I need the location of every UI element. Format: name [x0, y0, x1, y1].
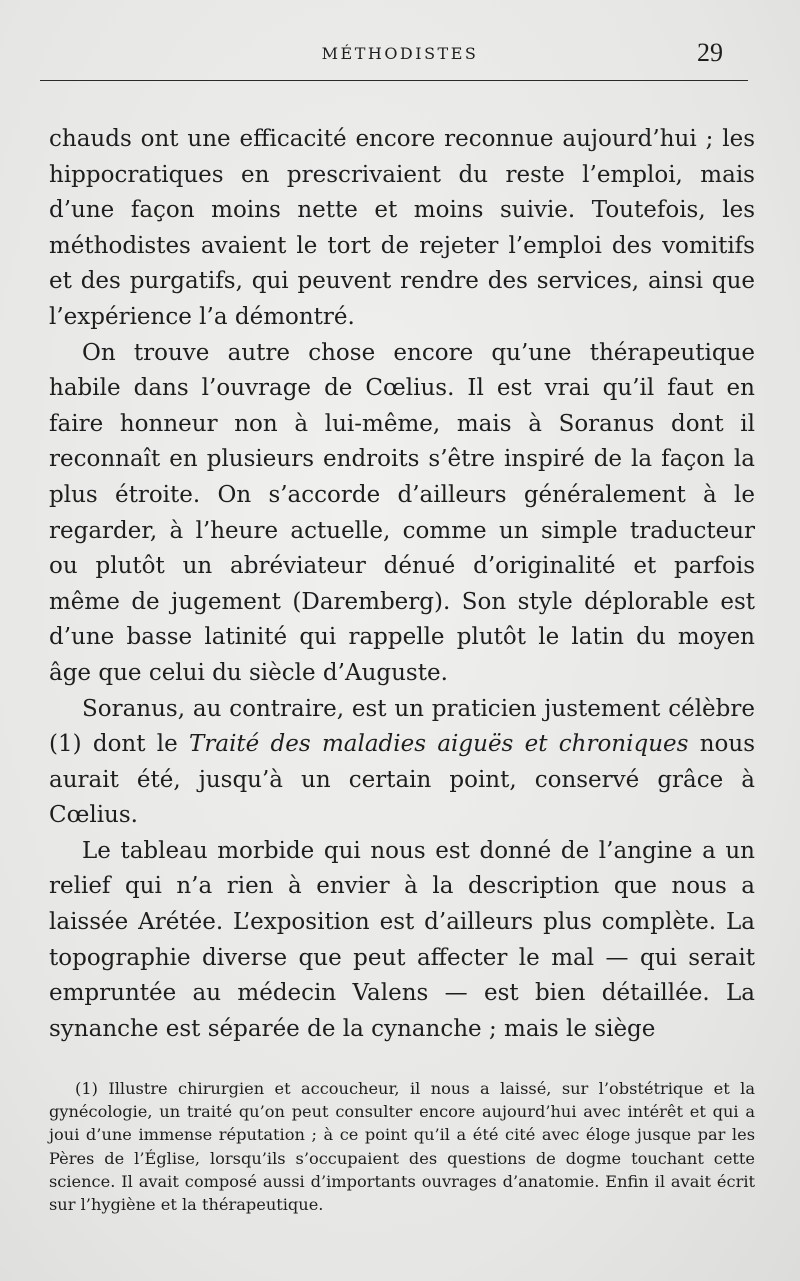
footnote-1: (1) Illustre chirurgien et accoucheur, il nous a laissé, sur l’obstétrique et la gynécologie, un traité qu’on peut consulter encore aujourd’hui avec intérêt et qui a joui d’une immense réputation ; à ce point qu’il a été cité avec éloge jusque par les Pères de l’Église, lorsqu’ils s’occupaient des questions de dogme touchant cette science. Il avait composé aussi d’importants ouvrages d’anatomie. Enfin il avait écrit sur l’hygiène et la thérapeutique. — [49, 1079, 755, 1215]
paragraph-1: chauds ont une efficacité encore reconnue aujourd’hui ; les hippocratiques en prescrivaient du reste l’emploi, mais d’une façon moins nette et moins suivie. Toutefois, les méthodistes avaient le tort de rejeter l’emploi des vomitifs et des purgatifs, qui peuvent rendre des services, ainsi que l’expérience l’a démontré. — [49, 126, 755, 330]
page-number: 29 — [697, 38, 723, 67]
header-rule — [40, 80, 748, 81]
paragraph-3-text-end: nous aurait été, jusqu’à un certain point, conservé grâce à Cœlius. — [49, 731, 755, 829]
running-head — [0, 38, 800, 68]
footnotes — [49, 1077, 755, 1216]
body-text — [49, 122, 755, 1047]
paragraph-2: On trouve autre chose encore qu’une thérapeutique habile dans l’ouvrage de Cœlius. Il est vrai qu’il faut en faire honneur non à lui-même, mais à Soranus dont il reconnaît en plusieurs endroits s’être inspiré de la façon la plus étroite. On s’accorde d’ailleurs généralement à le regarder, à l’heure actuelle, comme un simple traducteur ou plutôt un abréviateur dénué d’originalité et parfois même de jugement (Daremberg). Son style déplorable est d’une basse latinité qui rappelle plutôt le latin du moyen âge que celui du siècle d’Auguste. — [49, 339, 755, 686]
paragraph-3 — [49, 692, 755, 834]
paragraph-4: Le tableau morbide qui nous est donné de l’angine a un relief qui n’a rien à envier à la description que nous a laissée Arétée. L’exposition est d’ailleurs plus complète. La topographie diverse que peut affecter le mal — qui serait empruntée au médecin Valens — est bien détaillée. La synanche est séparée de la cynanche ; mais le siège — [49, 837, 755, 1042]
running-title: MÉTHODISTES — [321, 44, 479, 63]
paragraph-3-text-start: Soranus, au contraire, est un praticien justement célèbre (1) dont le — [49, 695, 755, 758]
book-title-italic: Traité des maladies aiguës et chroniques — [189, 731, 689, 758]
